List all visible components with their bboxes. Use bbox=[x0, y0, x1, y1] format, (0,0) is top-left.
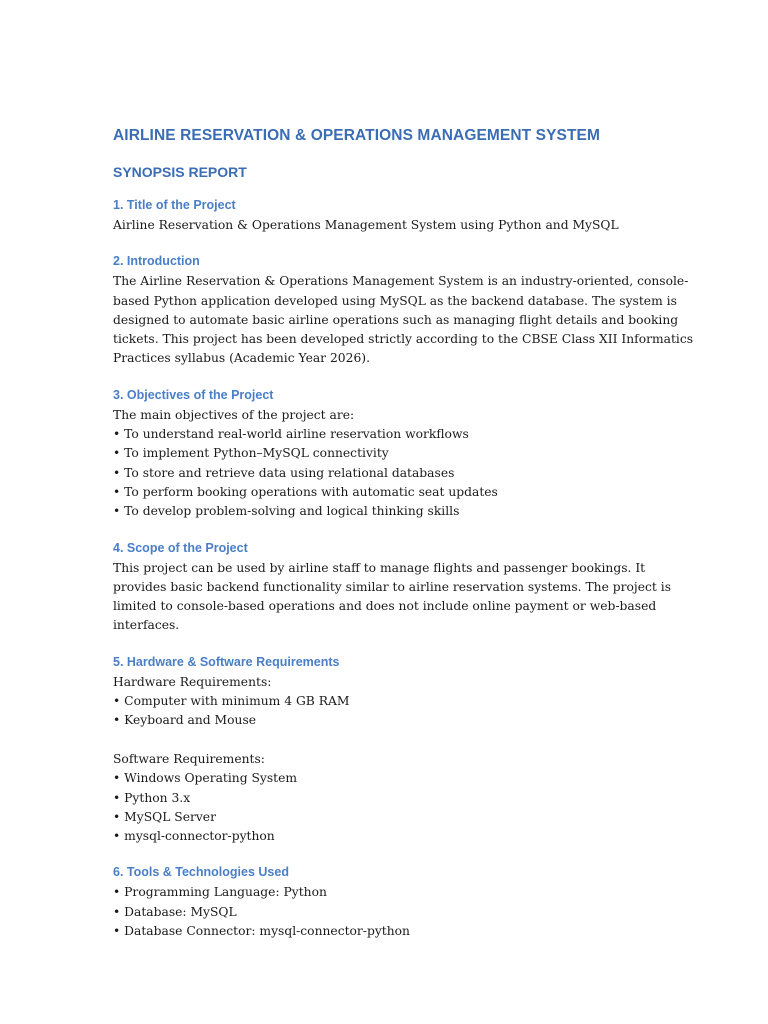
section-paragraph bbox=[113, 559, 672, 636]
list-item: • Database Connector: mysql-connector-python bbox=[113, 924, 410, 939]
paragraph-line: interfaces. bbox=[113, 618, 180, 633]
list-item: • Windows Operating System bbox=[113, 771, 298, 786]
paragraph-line: tickets. This project has been developed strictly according to the CBSE Class XII Informatics bbox=[113, 332, 694, 347]
paragraph-line: limited to console-based operations and does not include online payment or web-based bbox=[113, 599, 657, 614]
software-label: Software Requirements: bbox=[113, 751, 265, 766]
list-item: • Computer with minimum 4 GB RAM bbox=[113, 694, 350, 709]
paragraph-line: The Airline Reservation & Operations Management System is an industry-oriented, console- bbox=[113, 274, 689, 289]
list-item: • To implement Python–MySQL connectivity bbox=[113, 446, 389, 461]
section-title-of-project bbox=[113, 197, 658, 235]
section-objectives bbox=[113, 387, 658, 522]
section-heading: 6. Tools & Technologies Used bbox=[113, 865, 289, 880]
requirements-list bbox=[113, 673, 658, 847]
section-requirements bbox=[113, 654, 658, 847]
document-page bbox=[113, 127, 694, 941]
list-item: • Programming Language: Python bbox=[113, 885, 327, 900]
document-title: AIRLINE RESERVATION & OPERATIONS MANAGEMENT SYSTEM bbox=[113, 127, 600, 144]
paragraph-line: This project can be used by airline staff to manage flights and passenger bookings. It bbox=[113, 560, 646, 575]
paragraph-line: provides basic backend functionality similar to airline reservation systems. The project is bbox=[113, 579, 672, 594]
section-heading: 3. Objectives of the Project bbox=[113, 387, 274, 402]
section-scope bbox=[113, 540, 672, 636]
objectives-intro: The main objectives of the project are: bbox=[113, 407, 355, 422]
section-paragraph bbox=[113, 272, 694, 368]
blank-line bbox=[113, 731, 658, 750]
section-text: Airline Reservation & Operations Management System using Python and MySQL bbox=[113, 218, 619, 232]
list-item: • To understand real-world airline reservation workflows bbox=[113, 427, 469, 442]
paragraph-line: Practices syllabus (Academic Year 2026). bbox=[113, 351, 370, 366]
list-item: • MySQL Server bbox=[113, 809, 216, 824]
list-item: • To store and retrieve data using relational databases bbox=[113, 465, 455, 480]
list-item: • To develop problem-solving and logical thinking skills bbox=[113, 504, 460, 519]
section-tools bbox=[113, 864, 658, 941]
section-heading: 2. Introduction bbox=[113, 254, 200, 269]
list-item: • To perform booking operations with automatic seat updates bbox=[113, 484, 498, 499]
hardware-label: Hardware Requirements: bbox=[113, 674, 272, 689]
tools-list bbox=[113, 883, 658, 941]
section-heading: 1. Title of the Project bbox=[113, 198, 236, 212]
list-item: • Database: MySQL bbox=[113, 904, 237, 919]
objectives-list bbox=[113, 406, 658, 522]
list-item: • mysql-connector-python bbox=[113, 829, 275, 844]
list-item: • Keyboard and Mouse bbox=[113, 713, 257, 728]
section-heading: 4. Scope of the Project bbox=[113, 540, 248, 555]
section-introduction bbox=[113, 253, 694, 368]
paragraph-line: designed to automate basic airline operations such as managing flight details and booking bbox=[113, 312, 679, 327]
document-subtitle: SYNOPSIS REPORT bbox=[113, 164, 247, 180]
list-item: • Python 3.x bbox=[113, 790, 191, 805]
section-heading: 5. Hardware & Software Requirements bbox=[113, 654, 340, 669]
paragraph-line: based Python application developed using MySQL as the backend database. The system is bbox=[113, 293, 677, 308]
